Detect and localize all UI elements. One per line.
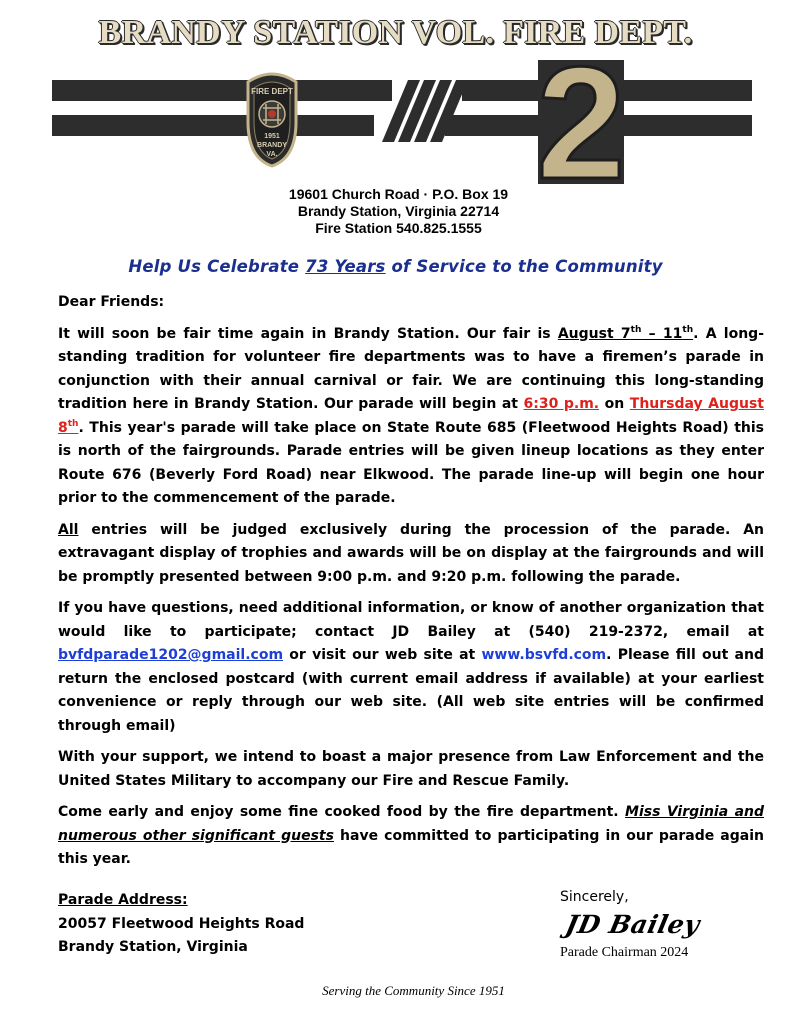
address-line-1: 19601 Church Road · P.O. Box 19 bbox=[288, 186, 509, 202]
paragraph-contact: If you have questions, need additional information, or know of another organization that would like to participate; contact JD Bailey at (540) 219-2372, email at bvfdparade1202@gmail.com or visit our web site at www.bsvfd.com. Please fill out and return the enclosed postcard (with current email address if available) at your earliest convenience or reply through our web site. (All web site entries will be confirmed through email) bbox=[58, 600, 764, 734]
station-number: 2 bbox=[536, 56, 626, 196]
department-title: BRANDY STATION VOL. FIRE DEPT. bbox=[98, 14, 693, 51]
footer-motto: Serving the Community Since 1951 bbox=[322, 983, 505, 998]
signature-block bbox=[560, 886, 760, 961]
paragraph-support: With your support, we intend to boast a major presence from Law Enforcement and the United States Military to accompany our Fire and Rescue Family. bbox=[58, 749, 764, 789]
parade-address bbox=[58, 889, 418, 960]
website-link[interactable]: www.bsvfd.com bbox=[481, 647, 607, 663]
header-banner bbox=[0, 56, 791, 196]
svg-text:BRANDY: BRANDY bbox=[257, 142, 287, 149]
parade-street: 20057 Fleetwood Heights Road bbox=[58, 915, 305, 932]
guests-highlight: Miss Virginia and numerous other significant guests bbox=[58, 804, 765, 844]
years-count: 73 Years bbox=[305, 257, 386, 276]
maltese-cross-icon bbox=[259, 101, 285, 127]
handwritten-signature: JD Bailey bbox=[562, 910, 703, 939]
banner-stripe-bottom-left bbox=[52, 115, 374, 136]
svg-text:FIRE DEPT: FIRE DEPT bbox=[251, 87, 293, 96]
fire-dept-badge bbox=[248, 74, 296, 166]
email-link[interactable]: bvfdparade1202@gmail.com bbox=[58, 647, 284, 663]
paragraph-fair: It will soon be fair time again in Brandy Station. Our fair is August 7th – 11th. A long-standing tradition for volunteer fire departments was to have a firemen’s parade in conjunction with their annual carnival or fair. We are continuing this long-standing tradition here in Brandy Station. Our parade will begin at 6:30 p.m. on Thursday August 8th. This year's parade will take place on State Route 685 (Fleetwood Heights Road) this is north of the fairgrounds. Parade entries will be given lineup locations as they enter Route 676 (Beverly Ford Road) near Elkwood. The parade line-up will begin one hour prior to the commencement of the parade. bbox=[58, 324, 765, 506]
paragraph-food: Come early and enjoy some fine cooked food by the fire department. Miss Virginia and numerous other significant guests have committed to participating in our parade again this year. bbox=[58, 804, 765, 867]
parade-time: 6:30 p.m. bbox=[523, 396, 600, 412]
closing: Sincerely, bbox=[560, 889, 629, 905]
parade-day: Thursday August 8th bbox=[58, 396, 764, 436]
signer-title: Parade Chairman 2024 bbox=[560, 945, 689, 960]
svg-text:VA.: VA. bbox=[266, 151, 278, 158]
fair-dates: August 7th – 11th bbox=[557, 324, 694, 342]
phone-line: Fire Station 540.825.1555 bbox=[315, 220, 482, 236]
svg-text:1951: 1951 bbox=[264, 133, 280, 140]
parade-address-label: Parade Address: bbox=[58, 892, 188, 908]
greeting: Dear Friends: bbox=[58, 294, 165, 310]
banner-stripe-top-left bbox=[52, 80, 392, 101]
department-address bbox=[0, 186, 791, 237]
parade-city: Brandy Station, Virginia bbox=[58, 939, 248, 955]
tagline: Help Us Celebrate 73 Years of Service to the Community bbox=[128, 257, 663, 276]
letter-body bbox=[58, 291, 764, 880]
paragraph-judging: All entries will be judged exclusively during the procession of the parade. An extravagant display of trophies and awards will be on display at the fairgrounds and will be promptly presented between 9:00 p.m. and 9:20 p.m. following the parade. bbox=[58, 521, 764, 585]
address-line-2: Brandy Station, Virginia 22714 bbox=[297, 203, 500, 219]
